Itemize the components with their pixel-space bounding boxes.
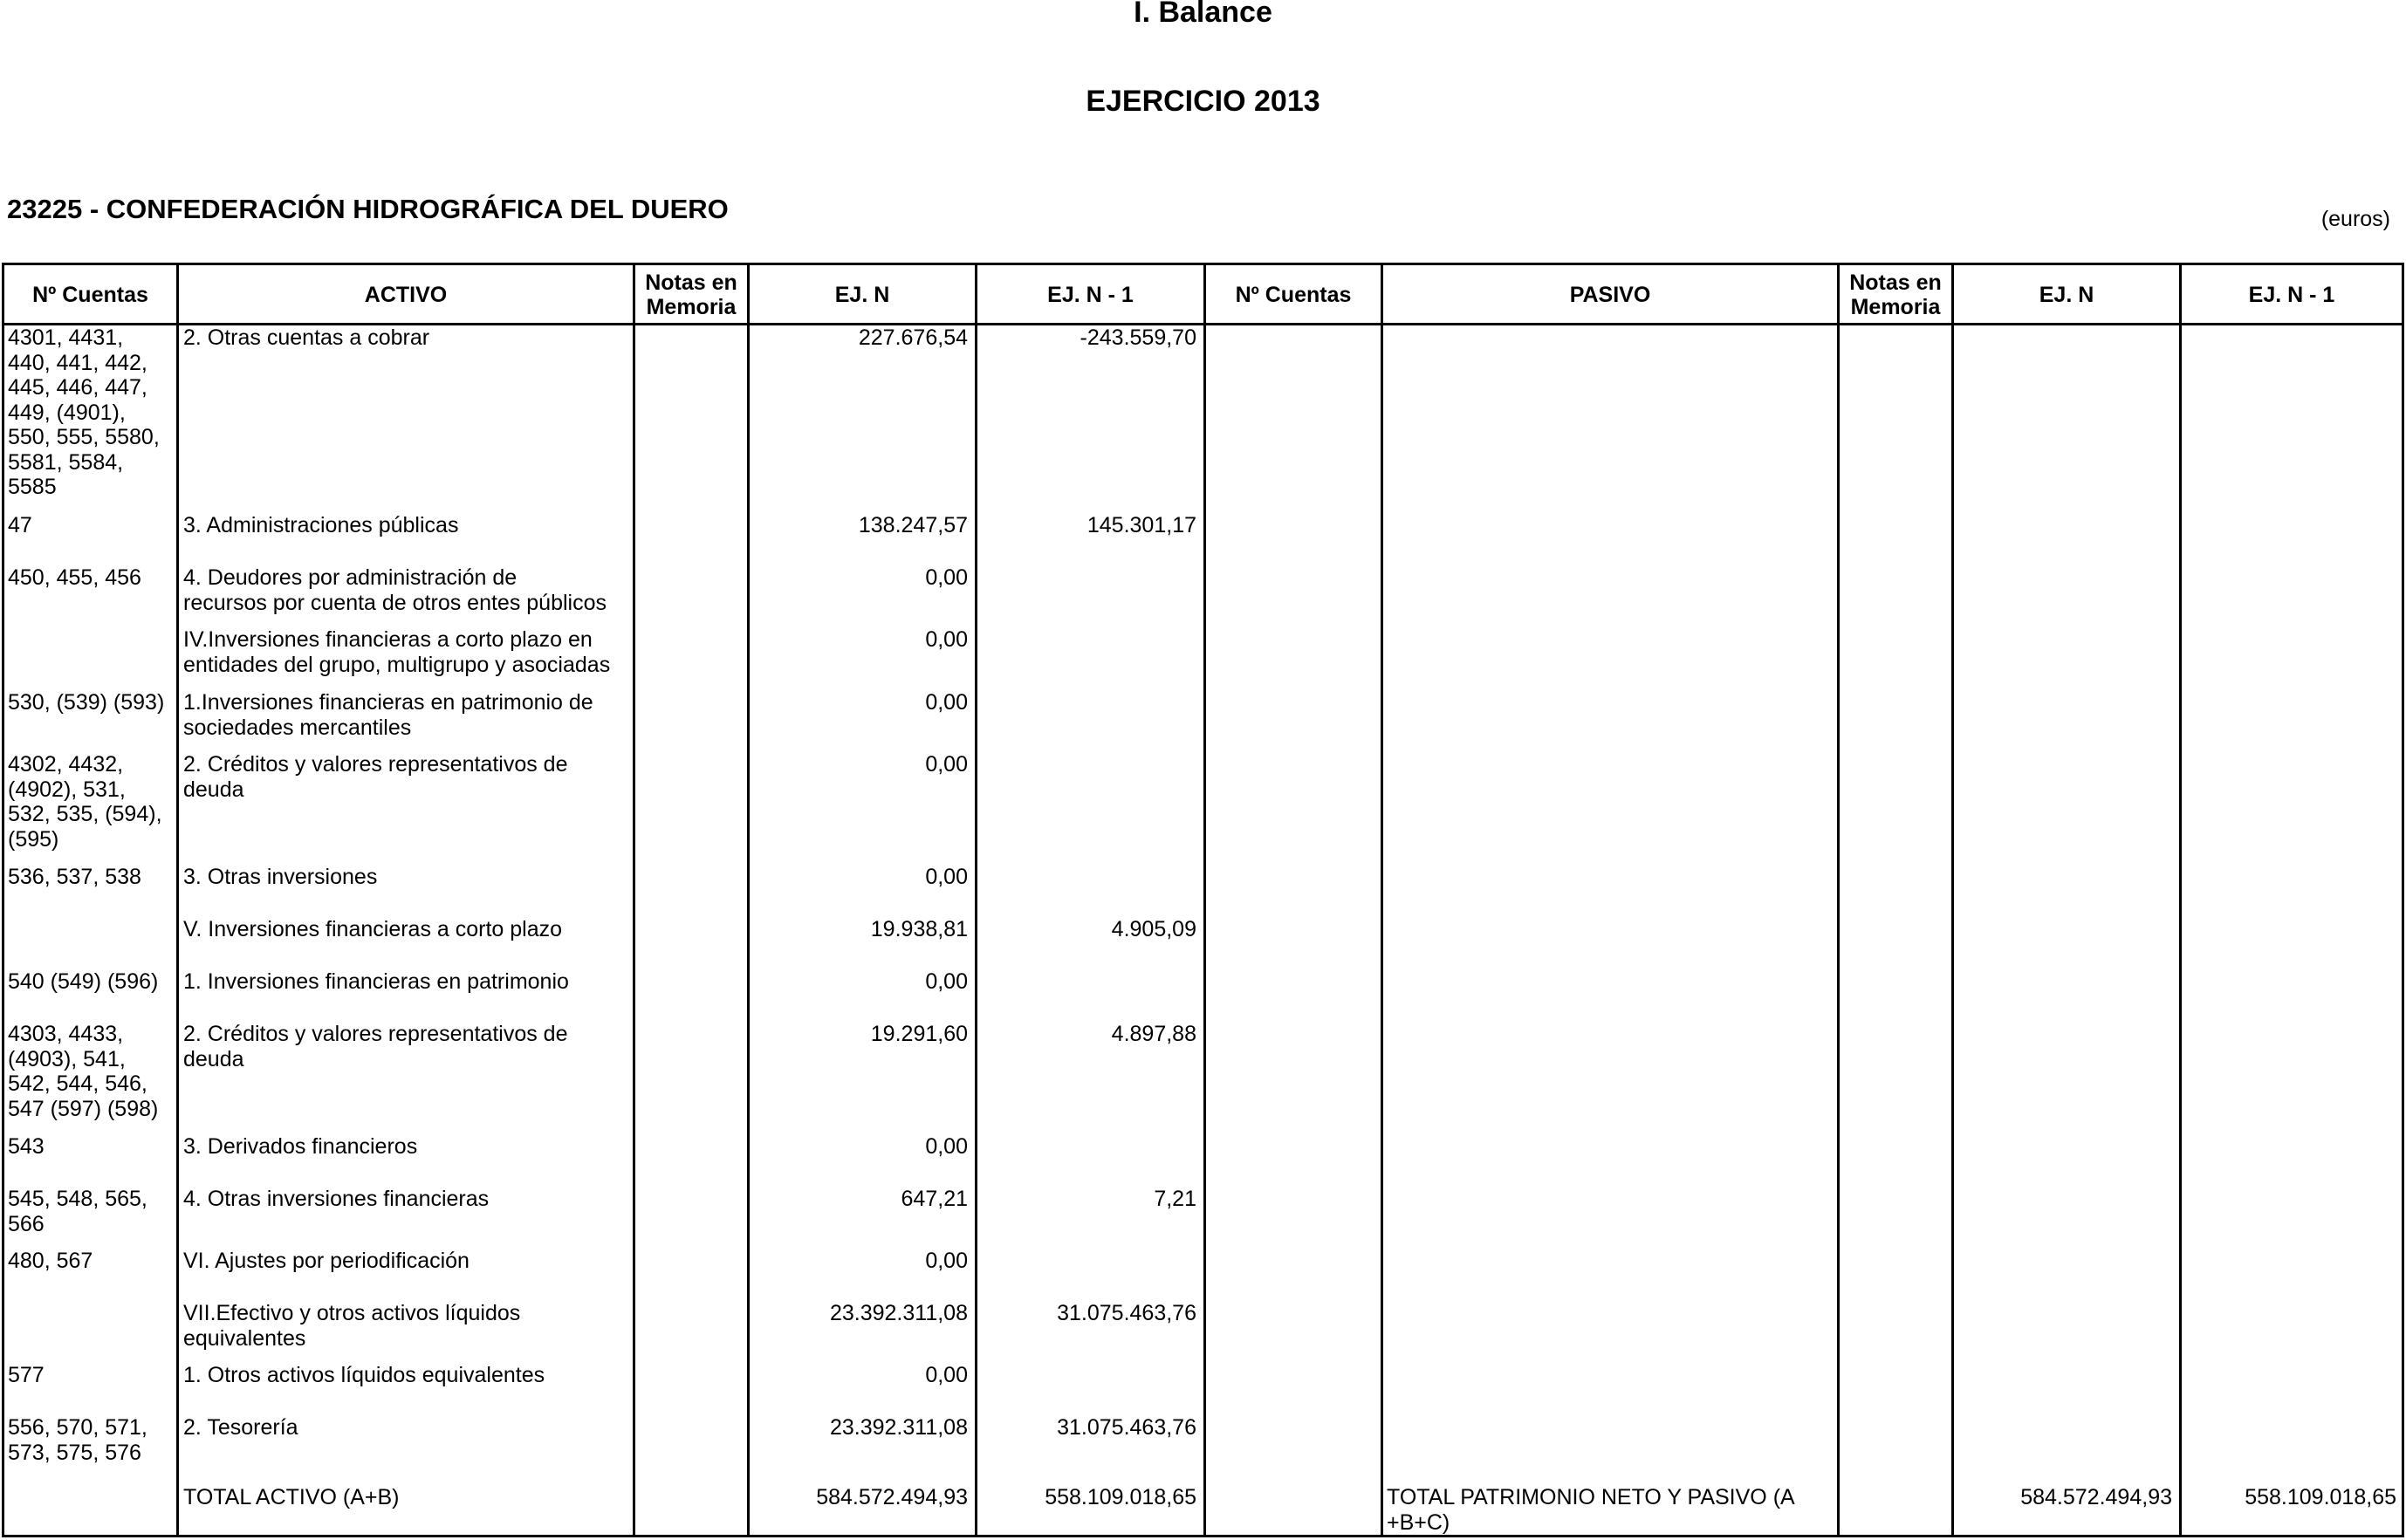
row-accounts-line: (595) <box>8 826 59 852</box>
pasivo-total-ej-n: 584.572.494,93 <box>2020 1485 2172 1509</box>
pasivo-total-label-line: TOTAL PATRIMONIO NETO Y PASIVO (A <box>1387 1485 1795 1509</box>
row-label-line: VII.Efectivo y otros activos líquidos <box>183 1301 521 1325</box>
row-accounts <box>8 865 141 890</box>
row-accounts <box>8 325 160 500</box>
row-accounts-line: 4301, 4431, <box>8 325 124 350</box>
row-accounts <box>8 1363 45 1388</box>
row-accounts-line: 480, 567 <box>8 1249 93 1273</box>
row-ej-n: 19.291,60 <box>870 1022 968 1046</box>
row-accounts-line: 4302, 4432, <box>8 752 124 777</box>
header-accounts-right: Nº Cuentas <box>1235 283 1352 307</box>
row-accounts-line: 556, 570, 571, <box>8 1415 147 1440</box>
header-notes-right <box>1840 265 1951 325</box>
row-label-line: 3. Administraciones públicas <box>183 513 459 537</box>
row-ej-n1: 558.109.018,65 <box>1045 1485 1196 1509</box>
row-accounts-line: 550, 555, 5580, <box>8 425 160 449</box>
column-divider <box>1203 265 1206 1535</box>
row-label <box>183 513 458 538</box>
header-notes-right-line1: Notas en <box>1849 270 1942 295</box>
row-ej-n: 0,00 <box>925 1363 968 1387</box>
row-ej-n1: 4.905,09 <box>1111 917 1196 941</box>
row-label-line: 1. Otros activos líquidos equivalentes <box>183 1363 545 1387</box>
row-ej-n: 23.392.311,08 <box>829 1301 968 1325</box>
row-accounts-line: 542, 544, 546, <box>8 1071 147 1096</box>
row-label <box>183 969 569 995</box>
row-ej-n1: 31.075.463,76 <box>1057 1301 1196 1325</box>
pasivo-total-label-line: +B+C) <box>1387 1509 1450 1535</box>
column-divider <box>1837 265 1840 1535</box>
row-label-line: deuda <box>183 1046 244 1071</box>
row-label-line: 2. Créditos y valores representativos de <box>183 752 568 777</box>
row-label <box>183 565 607 615</box>
row-accounts <box>8 513 32 538</box>
row-label-line: entidades del grupo, multigrupo y asociadas <box>183 652 611 677</box>
row-ej-n: 0,00 <box>925 627 968 652</box>
row-accounts <box>8 969 158 995</box>
row-ej-n: 19.938,81 <box>870 917 968 941</box>
header-pasivo: PASIVO <box>1569 283 1651 307</box>
fiscal-year-heading: EJERCICIO 2013 <box>1086 85 1320 118</box>
row-label-line: equivalentes <box>183 1325 306 1351</box>
row-label <box>183 1301 520 1351</box>
row-accounts-line: 545, 548, 565, <box>8 1187 147 1211</box>
row-label-line: 2. Tesorería <box>183 1415 298 1440</box>
row-ej-n: 23.392.311,08 <box>829 1415 968 1440</box>
row-accounts <box>8 1249 93 1274</box>
header-accounts-left: Nº Cuentas <box>32 283 148 307</box>
row-label-line: 2. Otras cuentas a cobrar <box>183 325 430 350</box>
column-divider <box>975 265 977 1535</box>
row-label-line: 3. Derivados financieros <box>183 1134 418 1159</box>
row-accounts-line: 450, 455, 456 <box>8 565 141 590</box>
row-ej-n1: 7,21 <box>1154 1187 1196 1211</box>
row-accounts-line: 530, (539) (593) <box>8 690 165 715</box>
row-label-line: TOTAL ACTIVO (A+B) <box>183 1485 400 1509</box>
row-accounts-line: 566 <box>8 1211 45 1236</box>
row-accounts-line: 449, (4901), <box>8 400 126 425</box>
column-divider <box>747 265 750 1535</box>
row-accounts <box>8 752 162 852</box>
row-label <box>183 865 377 890</box>
header-notes-left-line1: Notas en <box>645 270 737 295</box>
row-accounts <box>8 1187 147 1236</box>
header-ej-n-left: EJ. N <box>834 283 890 307</box>
row-ej-n: 0,00 <box>925 752 968 777</box>
row-accounts <box>8 690 164 715</box>
row-ej-n: 227.676,54 <box>858 325 968 350</box>
row-accounts-line: 536, 537, 538 <box>8 865 141 889</box>
pasivo-total-ej-n1: 558.109.018,65 <box>2245 1485 2396 1509</box>
entity-name: 23225 - CONFEDERACIÓN HIDROGRÁFICA DEL DUERO <box>7 194 729 224</box>
row-label-line: 1. Inversiones financieras en patrimonio <box>183 969 569 994</box>
row-accounts-line: 4303, 4433, <box>8 1022 124 1046</box>
row-ej-n: 0,00 <box>925 1249 968 1273</box>
row-label-line: sociedades mercantiles <box>183 715 412 740</box>
row-label-line: V. Inversiones financieras a corto plazo <box>183 917 563 941</box>
row-label <box>183 325 429 351</box>
row-ej-n1: 31.075.463,76 <box>1057 1415 1196 1440</box>
row-accounts-line: 547 (597) (598) <box>8 1096 159 1121</box>
row-ej-n: 0,00 <box>925 565 968 590</box>
row-accounts-line: 445, 446, 447, <box>8 375 147 400</box>
row-ej-n: 138.247,57 <box>858 513 968 537</box>
row-accounts-line: 47 <box>8 513 32 537</box>
row-label <box>183 627 610 677</box>
row-label <box>183 1485 400 1510</box>
row-ej-n1: 145.301,17 <box>1086 513 1196 537</box>
row-label-line: 4. Deudores por administración de <box>183 565 518 590</box>
header-activo: ACTIVO <box>364 283 448 307</box>
row-label-line: 1.Inversiones financieras en patrimonio de <box>183 690 593 715</box>
header-ej-n1-left: EJ. N - 1 <box>1047 283 1134 307</box>
row-accounts-line: 5581, 5584, <box>8 449 124 475</box>
row-accounts-line: (4902), 531, <box>8 777 126 802</box>
column-divider <box>1381 265 1383 1535</box>
row-accounts-line: 532, 535, (594), <box>8 802 162 826</box>
row-accounts-line: 577 <box>8 1363 45 1387</box>
row-label-line: IV.Inversiones financieras a corto plazo en <box>183 627 593 652</box>
header-notes-right-line2: Memoria <box>1850 295 1941 319</box>
currency-units: (euros) <box>2320 207 2390 231</box>
row-ej-n: 647,21 <box>901 1187 968 1211</box>
row-label <box>183 1134 417 1160</box>
column-divider <box>2179 265 2182 1535</box>
row-label-line: deuda <box>183 777 244 802</box>
row-label-line: recursos por cuenta de otros entes públicos <box>183 590 607 615</box>
column-divider <box>1951 265 1954 1535</box>
row-label <box>183 1187 489 1212</box>
balance-table <box>2 263 2404 1537</box>
header-notes-left-line2: Memoria <box>646 295 737 319</box>
row-ej-n: 0,00 <box>925 690 968 715</box>
row-ej-n: 584.572.494,93 <box>816 1485 968 1509</box>
page-title: I. Balance <box>1134 0 1272 29</box>
header-ej-n1-right: EJ. N - 1 <box>2248 283 2335 307</box>
row-label <box>183 1249 470 1274</box>
row-accounts-line: (4903), 541, <box>8 1046 126 1071</box>
pasivo-total-label <box>1387 1485 1795 1535</box>
column-divider <box>633 265 635 1535</box>
row-ej-n: 0,00 <box>925 1134 968 1159</box>
row-accounts <box>8 1134 45 1160</box>
row-label <box>183 1415 298 1441</box>
header-notes-left <box>635 265 747 325</box>
row-ej-n1: -243.559,70 <box>1080 325 1196 350</box>
header-ej-n-right: EJ. N <box>2039 283 2094 307</box>
row-accounts-line: 440, 441, 442, <box>8 350 147 375</box>
row-ej-n1: 4.897,88 <box>1111 1022 1196 1046</box>
row-accounts-line: 540 (549) (596) <box>8 969 159 994</box>
row-label <box>183 1363 545 1388</box>
row-label <box>183 917 562 942</box>
column-divider <box>176 265 179 1535</box>
row-label-line: 4. Otras inversiones financieras <box>183 1187 490 1211</box>
row-label <box>183 752 568 802</box>
row-accounts <box>8 1415 147 1465</box>
row-label <box>183 1022 568 1071</box>
row-label <box>183 690 593 740</box>
row-label-line: 3. Otras inversiones <box>183 865 378 889</box>
row-accounts-line: 543 <box>8 1134 45 1159</box>
row-accounts <box>8 1022 158 1121</box>
row-label-line: 2. Créditos y valores representativos de <box>183 1022 568 1046</box>
row-accounts-line: 5585 <box>8 475 57 499</box>
row-label-line: VI. Ajustes por periodificación <box>183 1249 470 1273</box>
row-ej-n: 0,00 <box>925 969 968 994</box>
row-accounts-line: 573, 575, 576 <box>8 1440 141 1465</box>
row-ej-n: 0,00 <box>925 865 968 889</box>
row-accounts <box>8 565 141 591</box>
